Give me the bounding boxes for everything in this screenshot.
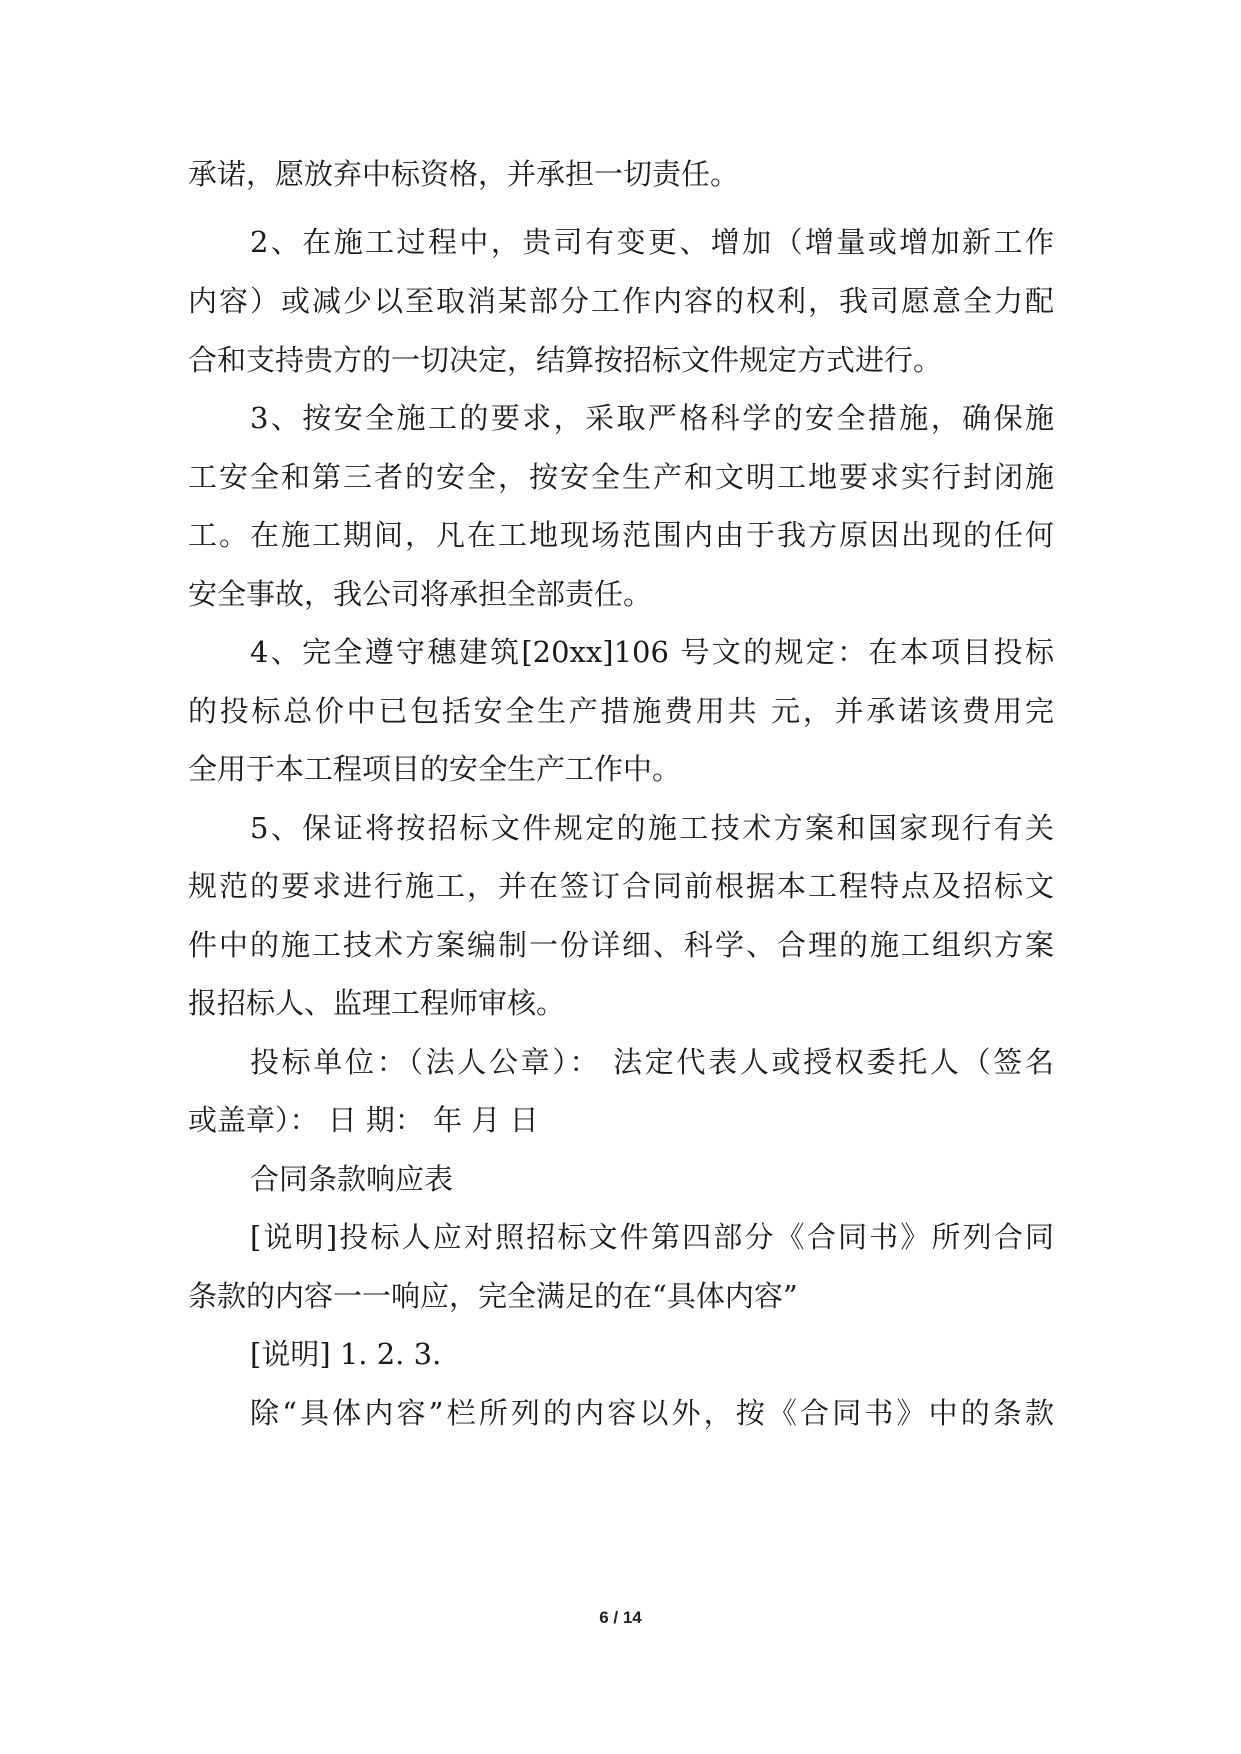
- text-line: 条款的内容一一响应，完全满足的在“具体内容”: [188, 1279, 798, 1313]
- text-line: [说明]投标人应对照招标文件第四部分《合同书》所列合同: [250, 1220, 1054, 1254]
- text-line: 2、在施工过程中，贵司有变更、增加（增量或增加新工作: [250, 225, 1054, 259]
- text-line: 工。在施工期间，凡在工地现场范围内由于我方原因出现的任何: [188, 518, 1054, 552]
- text-line: 或盖章）： 日 期： 年 月 日: [188, 1103, 539, 1137]
- text-line: 3、按安全施工的要求，采取严格科学的安全措施，确保施: [250, 401, 1054, 435]
- text-line: 投标单位：（法人公章）： 法定代表人或授权委托人（签名: [250, 1045, 1054, 1079]
- text-line: 报招标人、监理工程师审核。: [188, 986, 566, 1020]
- text-line: 承诺，愿放弃中标资格，并承担一切责任。: [188, 157, 740, 191]
- text-line: 的投标总价中已包括安全生产措施费用共 元，并承诺该费用完: [188, 694, 1054, 728]
- text-line: 安全事故，我公司将承担全部责任。: [188, 577, 653, 611]
- text-line: 内容）或减少以至取消某部分工作内容的权利，我司愿意全力配: [188, 284, 1054, 318]
- text-line: 合和支持贵方的一切决定，结算按招标文件规定方式进行。: [188, 343, 943, 377]
- text-line: 除“具体内容”栏所列的内容以外，按《合同书》中的条款: [250, 1396, 1054, 1430]
- section-heading: 合同条款响应表: [250, 1162, 454, 1196]
- text-line: 4、完全遵守穗建筑[20xx]106 号文的规定：在本项目投标: [250, 635, 1054, 669]
- text-line: 件中的施工技术方案编制一份详细、科学、合理的施工组织方案: [188, 928, 1054, 962]
- text-line: 工安全和第三者的安全，按安全生产和文明工地要求实行封闭施: [188, 460, 1054, 494]
- text-line: 全用于本工程项目的安全生产工作中。: [188, 752, 682, 786]
- page-number: 6 / 14: [599, 1608, 642, 1627]
- text-line: 规范的要求进行施工，并在签订合同前根据本工程特点及招标文: [188, 869, 1054, 903]
- text-line: [说明] 1. 2. 3.: [250, 1337, 442, 1371]
- text-line: 5、保证将按招标文件规定的施工技术方案和国家现行有关: [250, 811, 1054, 845]
